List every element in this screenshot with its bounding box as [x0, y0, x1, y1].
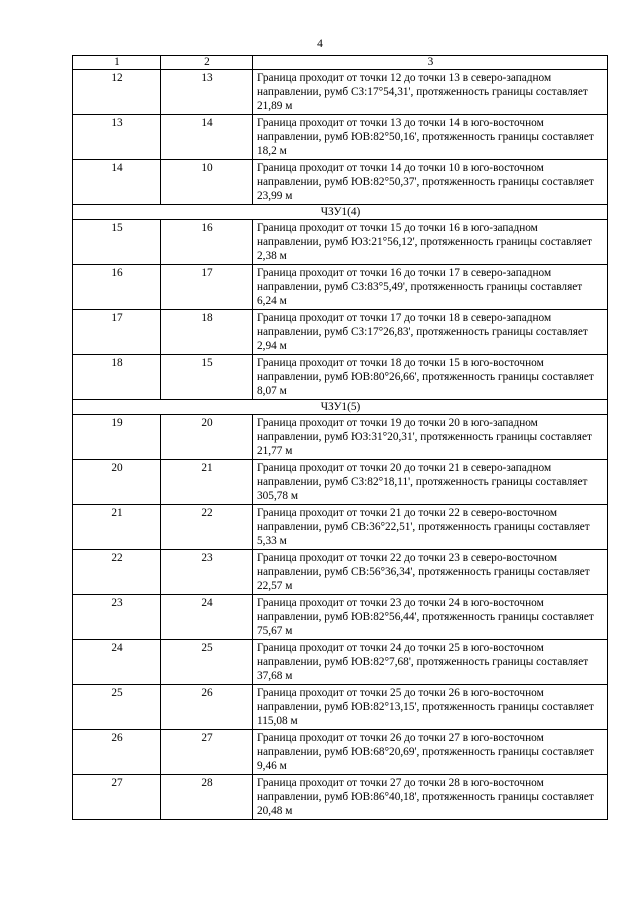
point-from-cell: 22 — [73, 550, 161, 595]
description-cell: Граница проходит от точки 16 до точки 17 в северо-западном направлении, румб СЗ:83°5,49', протяженность границы составляет 6,24 м — [253, 265, 608, 310]
point-from-cell: 14 — [73, 160, 161, 205]
table-row — [73, 775, 608, 820]
point-to-cell: 15 — [161, 355, 253, 400]
description-cell: Граница проходит от точки 25 до точки 26 в юго-восточном направлении, румб ЮВ:82°13,15', протяженность границы составляет 115,08 м — [253, 685, 608, 730]
point-from-cell: 17 — [73, 310, 161, 355]
table-row — [73, 115, 608, 160]
table-body — [73, 56, 608, 820]
table-row — [73, 415, 608, 460]
description-cell: Граница проходит от точки 26 до точки 27 в юго-восточном направлении, румб ЮВ:68°20,69', протяженность границы составляет 9,46 м — [253, 730, 608, 775]
point-from-cell: 13 — [73, 115, 161, 160]
point-to-cell: 23 — [161, 550, 253, 595]
point-to-cell: 13 — [161, 70, 253, 115]
section-title: ЧЗУ1(5) — [73, 400, 608, 415]
description-cell: Граница проходит от точки 12 до точки 13 в северо-западном направлении, румб СЗ:17°54,31', протяженность границы составляет 21,89 м — [253, 70, 608, 115]
point-from-cell: 21 — [73, 505, 161, 550]
description-cell: Граница проходит от точки 24 до точки 25 в юго-восточном направлении, румб ЮВ:82°7,68', протяженность границы составляет 37,68 м — [253, 640, 608, 685]
point-to-cell: 25 — [161, 640, 253, 685]
page-number: 4 — [317, 38, 323, 50]
description-cell: Граница проходит от точки 17 до точки 18 в северо-западном направлении, румб СЗ:17°26,83', протяженность границы составляет 2,94 м — [253, 310, 608, 355]
table-row — [73, 505, 608, 550]
point-to-cell: 21 — [161, 460, 253, 505]
table-row — [73, 220, 608, 265]
description-cell: Граница проходит от точки 18 до точки 15 в юго-восточном направлении, румб ЮВ:80°26,66', протяженность границы составляет 8,07 м — [253, 355, 608, 400]
point-to-cell: 27 — [161, 730, 253, 775]
point-from-cell: 20 — [73, 460, 161, 505]
point-from-cell: 25 — [73, 685, 161, 730]
table-row — [73, 730, 608, 775]
point-to-cell: 16 — [161, 220, 253, 265]
table-row — [73, 310, 608, 355]
section-row — [73, 205, 608, 220]
point-from-cell: 12 — [73, 70, 161, 115]
boundary-table — [72, 55, 608, 820]
description-cell: Граница проходит от точки 14 до точки 10 в юго-восточном направлении, румб ЮВ:82°50,37', протяженность границы составляет 23,99 м — [253, 160, 608, 205]
header-cell-2: 2 — [161, 56, 253, 70]
section-row — [73, 400, 608, 415]
table-row — [73, 160, 608, 205]
header-cell-3: 3 — [253, 56, 608, 70]
description-cell: Граница проходит от точки 15 до точки 16 в юго-западном направлении, румб ЮЗ:21°56,12', протяженность границы составляет 2,38 м — [253, 220, 608, 265]
description-cell: Граница проходит от точки 23 до точки 24 в юго-восточном направлении, румб ЮВ:82°56,44', протяженность границы составляет 75,67 м — [253, 595, 608, 640]
table-row — [73, 70, 608, 115]
table-row — [73, 265, 608, 310]
point-from-cell: 15 — [73, 220, 161, 265]
description-cell: Граница проходит от точки 19 до точки 20 в юго-западном направлении, румб ЮЗ:31°20,31', протяженность границы составляет 21,77 м — [253, 415, 608, 460]
point-from-cell: 19 — [73, 415, 161, 460]
section-title: ЧЗУ1(4) — [73, 205, 608, 220]
table-row — [73, 595, 608, 640]
description-cell: Граница проходит от точки 13 до точки 14 в юго-восточном направлении, румб ЮВ:82°50,16', протяженность границы составляет 18,2 м — [253, 115, 608, 160]
point-to-cell: 17 — [161, 265, 253, 310]
description-cell: Граница проходит от точки 22 до точки 23 в северо-восточном направлении, румб СВ:56°36,34', протяженность границы составляет 22,57 м — [253, 550, 608, 595]
point-to-cell: 18 — [161, 310, 253, 355]
point-to-cell: 28 — [161, 775, 253, 820]
description-cell: Граница проходит от точки 21 до точки 22 в северо-восточном направлении, румб СВ:36°22,51', протяженность границы составляет 5,33 м — [253, 505, 608, 550]
table-header-row — [73, 56, 608, 70]
table-row — [73, 550, 608, 595]
point-to-cell: 10 — [161, 160, 253, 205]
point-to-cell: 24 — [161, 595, 253, 640]
description-cell: Граница проходит от точки 20 до точки 21 в северо-западном направлении, румб СЗ:82°18,11', протяженность границы составляет 305,78 м — [253, 460, 608, 505]
point-to-cell: 14 — [161, 115, 253, 160]
point-from-cell: 27 — [73, 775, 161, 820]
point-to-cell: 20 — [161, 415, 253, 460]
description-cell: Граница проходит от точки 27 до точки 28 в юго-восточном направлении, румб ЮВ:86°40,18', протяженность границы составляет 20,48 м — [253, 775, 608, 820]
point-from-cell: 26 — [73, 730, 161, 775]
point-from-cell: 18 — [73, 355, 161, 400]
point-from-cell: 16 — [73, 265, 161, 310]
point-to-cell: 22 — [161, 505, 253, 550]
point-from-cell: 24 — [73, 640, 161, 685]
table-row — [73, 685, 608, 730]
table-row — [73, 640, 608, 685]
table-row — [73, 355, 608, 400]
header-cell-1: 1 — [73, 56, 161, 70]
point-to-cell: 26 — [161, 685, 253, 730]
point-from-cell: 23 — [73, 595, 161, 640]
table-row — [73, 460, 608, 505]
